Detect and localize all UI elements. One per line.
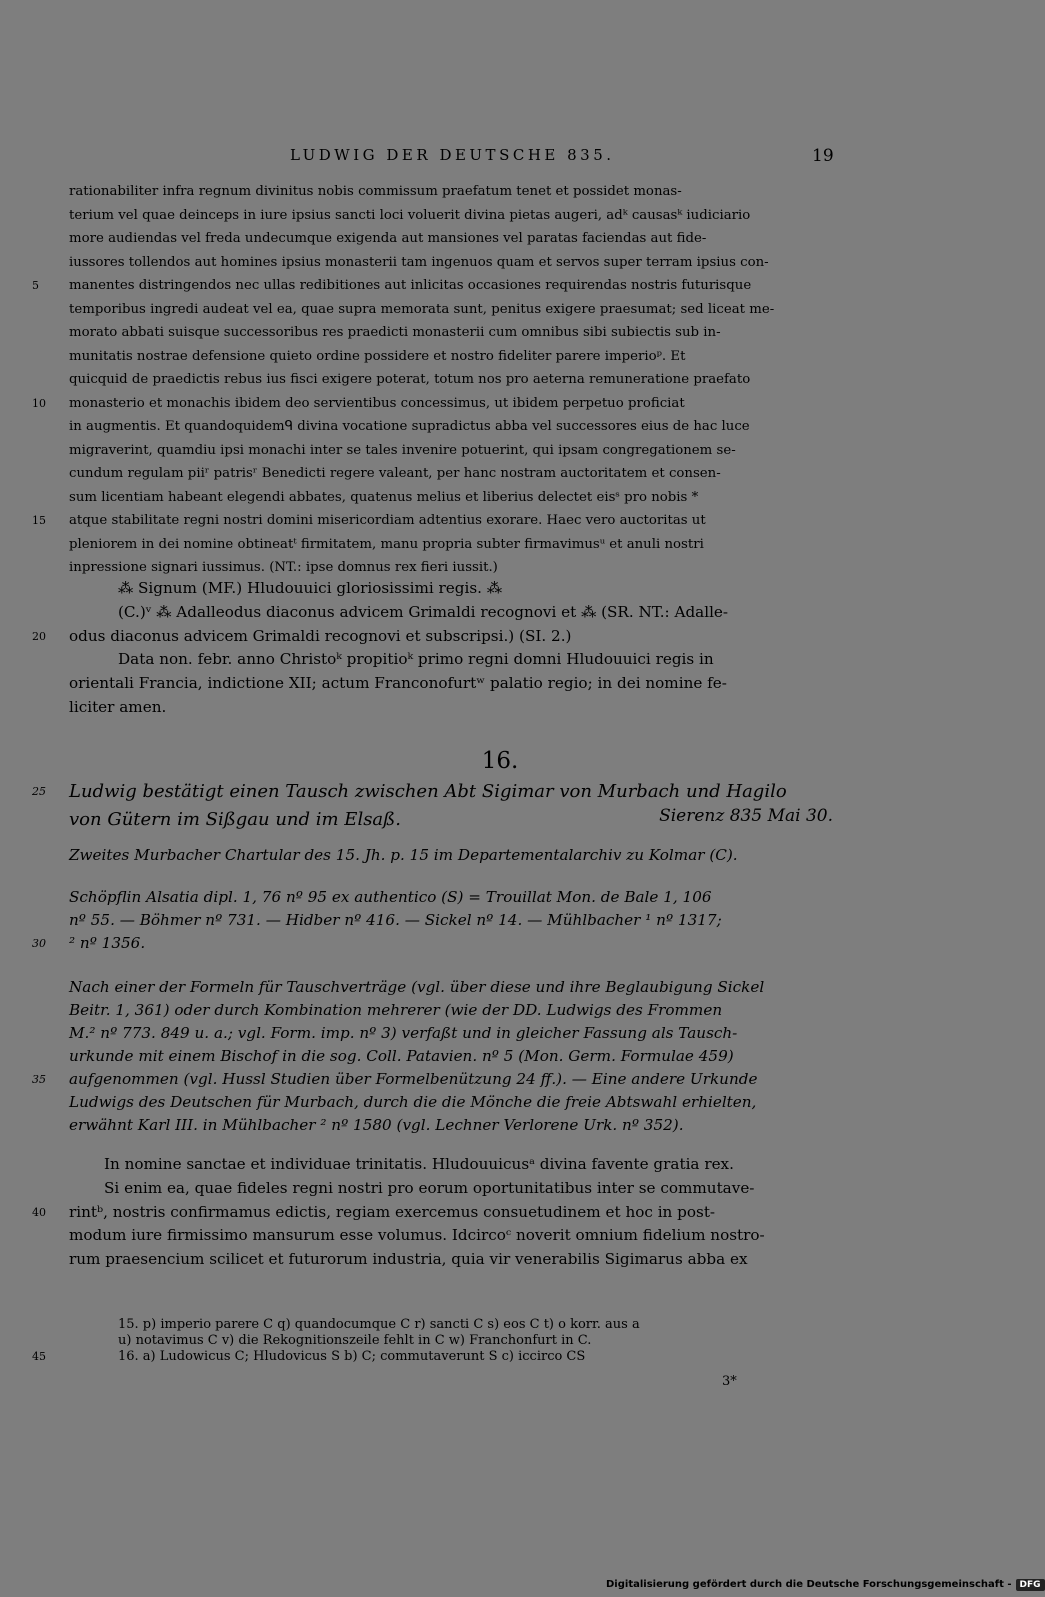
text-line <box>0 1091 835 1114</box>
line-text: morato abbati suisque successoribus res praedicti monasterii cum omnibus sibi subiectis sub in- <box>69 325 721 340</box>
line-number: 45 <box>32 1350 46 1363</box>
commentary <box>0 976 1000 1137</box>
text-line <box>0 415 835 439</box>
line-text: manentes distringendos nec ullas redibitiones aut inlicitas occasiones requirendas nostris futurisque <box>69 278 752 293</box>
text-line <box>0 321 835 345</box>
line-text: odus diaconus advicem Grimaldi recognovi et subscripsi.) (SI. 2.) <box>69 626 572 645</box>
text-line <box>0 509 835 533</box>
dfg-footer <box>606 1579 1045 1591</box>
line-text: rum praesencium scilicet et futurorum industria, quia vir venerabilis Sigimarus abba ex <box>69 1250 748 1269</box>
line-text: sum licentiam habeant elegendi abbates, quatenus melius et liberius delectet eisˢ pro nobis * <box>69 489 699 505</box>
source-line: Zweites Murbacher Chartular des 15. Jh. p. 15 im Departementalarchiv zu Kolmar (C). <box>69 846 738 864</box>
text-line <box>0 533 835 557</box>
line-text: cundum regulam piiʳ patrisʳ Benedicti regere valeant, per hanc nostram auctoritatem et consen- <box>69 466 721 481</box>
document-number: 16. <box>481 748 519 774</box>
line-text: Si enim ea, quae fideles regni nostri pro eorum oportunitatibus inter se commutave- <box>104 1178 755 1197</box>
line-text: modum iure firmissimo mansurum esse volumus. Idcircoᶜ noverit omnium fidelium nostro- <box>69 1226 765 1245</box>
line-number: 5 <box>32 279 39 292</box>
line-text: (C.)ᵛ ⁂ Adalleodus diaconus advicem Grimaldi recognovi et ⁂ (SR. NT.: Adalle- <box>118 602 729 621</box>
line-text: urkunde mit einem Bischof in die sog. Coll. Patavien. nº 5 (Mon. Germ. Formulae 459) <box>69 1047 734 1065</box>
text-line <box>0 1022 835 1045</box>
line-number: 15 <box>32 514 46 527</box>
text-line <box>0 486 835 510</box>
line-number: 10 <box>32 396 46 410</box>
text-line <box>0 227 835 251</box>
line-text: more audiendas vel freda undecumque exigenda aut mansiones vel paratas faciendas aut fide- <box>69 231 707 246</box>
line-number: 30 <box>32 937 46 950</box>
line-text: monasterio et monachis ibidem deo servientibus concessimus, ut ibidem perpetuo proficiat <box>69 395 685 411</box>
text-line <box>0 1068 835 1091</box>
text-line <box>0 1224 835 1248</box>
line-text: Beitr. 1, 361) oder durch Kombination mehrerer (wie der DD. Ludwigs des Frommen <box>69 1001 723 1019</box>
page-number: 19 <box>812 146 834 166</box>
line-text: atque stabilitate regni nostri domini misericordiam adtentius exorare. Haec vero auctoritas ut <box>69 513 706 528</box>
text-line <box>0 1248 835 1272</box>
line-number: 35 <box>32 1073 46 1086</box>
line-text: nº 55. — Böhmer nº 731. — Hidber nº 416. — Sickel nº 14. — Mühlbacher ¹ nº 1317; <box>69 911 722 929</box>
line-text: munitatis nostrae defensione quieto ordine possidere et nostro fideliter parere imperioᵖ. Et <box>69 348 686 364</box>
line-text: aufgenommen (vgl. Hussl Studien über Formelbenützung 24 ff.). — Eine andere Urkunde <box>69 1070 758 1088</box>
line-text: inpressione signari iussimus. (NT.: ipse domnus rex fieri iussit.) <box>69 560 498 575</box>
text-line <box>0 439 835 463</box>
line-text: ⁂ Signum (MF.) Hludouuici gloriosissimi regis. ⁂ <box>118 579 503 597</box>
text-line <box>0 696 835 720</box>
text-line <box>0 778 835 806</box>
charter-text-16 <box>0 1153 1000 1272</box>
text-line <box>0 1333 835 1349</box>
line-text: ² nº 1356. <box>69 934 146 952</box>
line-text: migraverint, quamdiu ipsi monachi inter se tales invenire potuerint, qui ipsam congregationem se- <box>69 442 736 458</box>
text-line <box>0 1045 835 1068</box>
text-line <box>0 886 835 909</box>
editions-note <box>0 886 1000 955</box>
text-line <box>0 1153 835 1177</box>
signature-mark: 3* <box>722 1374 737 1389</box>
text-line <box>0 368 835 392</box>
regest <box>0 778 1000 834</box>
line-text: In nomine sanctae et individuae trinitatis. Hludouuicusᵃ divina favente gratia rex. <box>104 1155 734 1173</box>
line-text: orientali Francia, indictione XII; actum Franconofurtʷ palatio regio; in dei nomine fe- <box>69 674 727 693</box>
charter-text-15 <box>0 180 1000 580</box>
line-text: in augmentis. Et quandoquidemᑫ divina vocatione supradictus abba vel successores eius de hac luce <box>69 419 750 434</box>
text-line <box>0 298 835 322</box>
line-text: pleniorem in dei nomine obtineatᵗ firmitatem, manu propria subter firmavimusᵘ et anuli nostri <box>69 536 704 552</box>
line-text: 16. a) Ludowicus C; Hludovicus S b) C; commutaverunt S c) iccirco CS <box>118 1349 586 1364</box>
line-text: Ludwig bestätigt einen Tausch zwischen Abt Sigimar von Murbach und Hagilo <box>69 781 787 802</box>
text-line <box>0 1349 835 1365</box>
footnotes <box>0 1317 1000 1365</box>
line-text: M.² nº 773. 849 u. a.; vgl. Form. imp. nº 3) verfaßt und in gleicher Fassung als Tausch- <box>69 1024 738 1042</box>
line-text: u) notavimus C v) die Rekognitionszeile fehlt in C w) Franchonfurt in C. <box>118 1333 592 1348</box>
text-line <box>0 180 835 204</box>
text-line <box>0 577 835 601</box>
line-text: Nach einer der Formeln für Tauschverträge (vgl. über diese und ihre Beglaubigung Sickel <box>69 978 765 996</box>
text-line <box>0 274 835 298</box>
text-line <box>0 932 835 955</box>
line-number: 40 <box>32 1205 46 1219</box>
text-line <box>0 392 835 416</box>
line-text: Ludwigs des Deutschen für Murbach, durch die die Mönche die freie Abtswahl erhielten, <box>69 1093 757 1111</box>
text-line <box>0 976 835 999</box>
text-line <box>0 806 835 834</box>
dfg-logo: DFG <box>1016 1579 1045 1591</box>
text-line <box>0 1201 835 1225</box>
text-line <box>0 251 835 275</box>
line-text: rationabiliter infra regnum divinitus nobis commissum praefatum tenet et possidet monas- <box>69 184 682 199</box>
text-line <box>0 999 835 1022</box>
line-text: terium vel quae deinceps in iure ipsius sancti loci voluerit divina pietas augeri, adᵏ causasᵏ iudiciario <box>69 207 751 223</box>
text-line <box>0 345 835 369</box>
line-text: iussores tollendos aut homines ipsius monasterii tam ingenuos quam et servos super terram ipsius con- <box>69 254 769 270</box>
line-text: liciter amen. <box>69 697 167 716</box>
running-header: LUDWIG DER DEUTSCHE 835. <box>290 146 615 164</box>
text-line <box>0 556 835 580</box>
text-line <box>0 625 835 649</box>
line-text: temporibus ingredi audeat vel ea, quae supra memorata sunt, penitus exigere praesumat; sed liceat me- <box>69 301 775 317</box>
text-line <box>0 1317 835 1333</box>
line-number: 25 <box>32 785 46 798</box>
text-line <box>0 1177 835 1201</box>
line-text: Data non. febr. anno Christoᵏ propitioᵏ primo regni domni Hludouuici regis in <box>118 650 714 669</box>
line-text: erwähnt Karl III. in Mühlbacher ² nº 1580 (vgl. Lechner Verlorene Urk. nº 352). <box>69 1116 684 1134</box>
text-line <box>0 909 835 932</box>
text-line <box>0 1114 835 1137</box>
text-line <box>0 672 835 696</box>
text-line <box>0 204 835 228</box>
regest-date: Sierenz 835 Mai 30. <box>659 806 833 826</box>
signature-and-dating <box>0 577 1000 720</box>
line-number: 20 <box>32 629 46 643</box>
line-text: quicquid de praedictis rebus ius fisci exigere poterat, totum nos pro aeterna remuneratione praefato <box>69 372 751 387</box>
line-text: von Gütern im Sißgau und im Elsaß. <box>69 809 401 830</box>
text-line <box>0 648 835 672</box>
line-text: 15. p) imperio parere C q) quandocumque C r) sancti C s) eos C t) o korr. aus a <box>118 1317 640 1332</box>
footer-text: Digitalisierung gefördert durch die Deutsche Forschungsgemeinschaft - <box>606 1579 1012 1590</box>
source-note <box>0 844 1000 867</box>
text-line <box>0 601 835 625</box>
line-text: Schöpflin Alsatia dipl. 1, 76 nº 95 ex authentico (S) = Trouillat Mon. de Bale 1, 106 <box>69 888 712 906</box>
line-text: rintᵇ, nostris confirmamus edictis, regiam exercemus consuetudinem et hoc in post- <box>69 1202 716 1221</box>
text-line <box>0 462 835 486</box>
